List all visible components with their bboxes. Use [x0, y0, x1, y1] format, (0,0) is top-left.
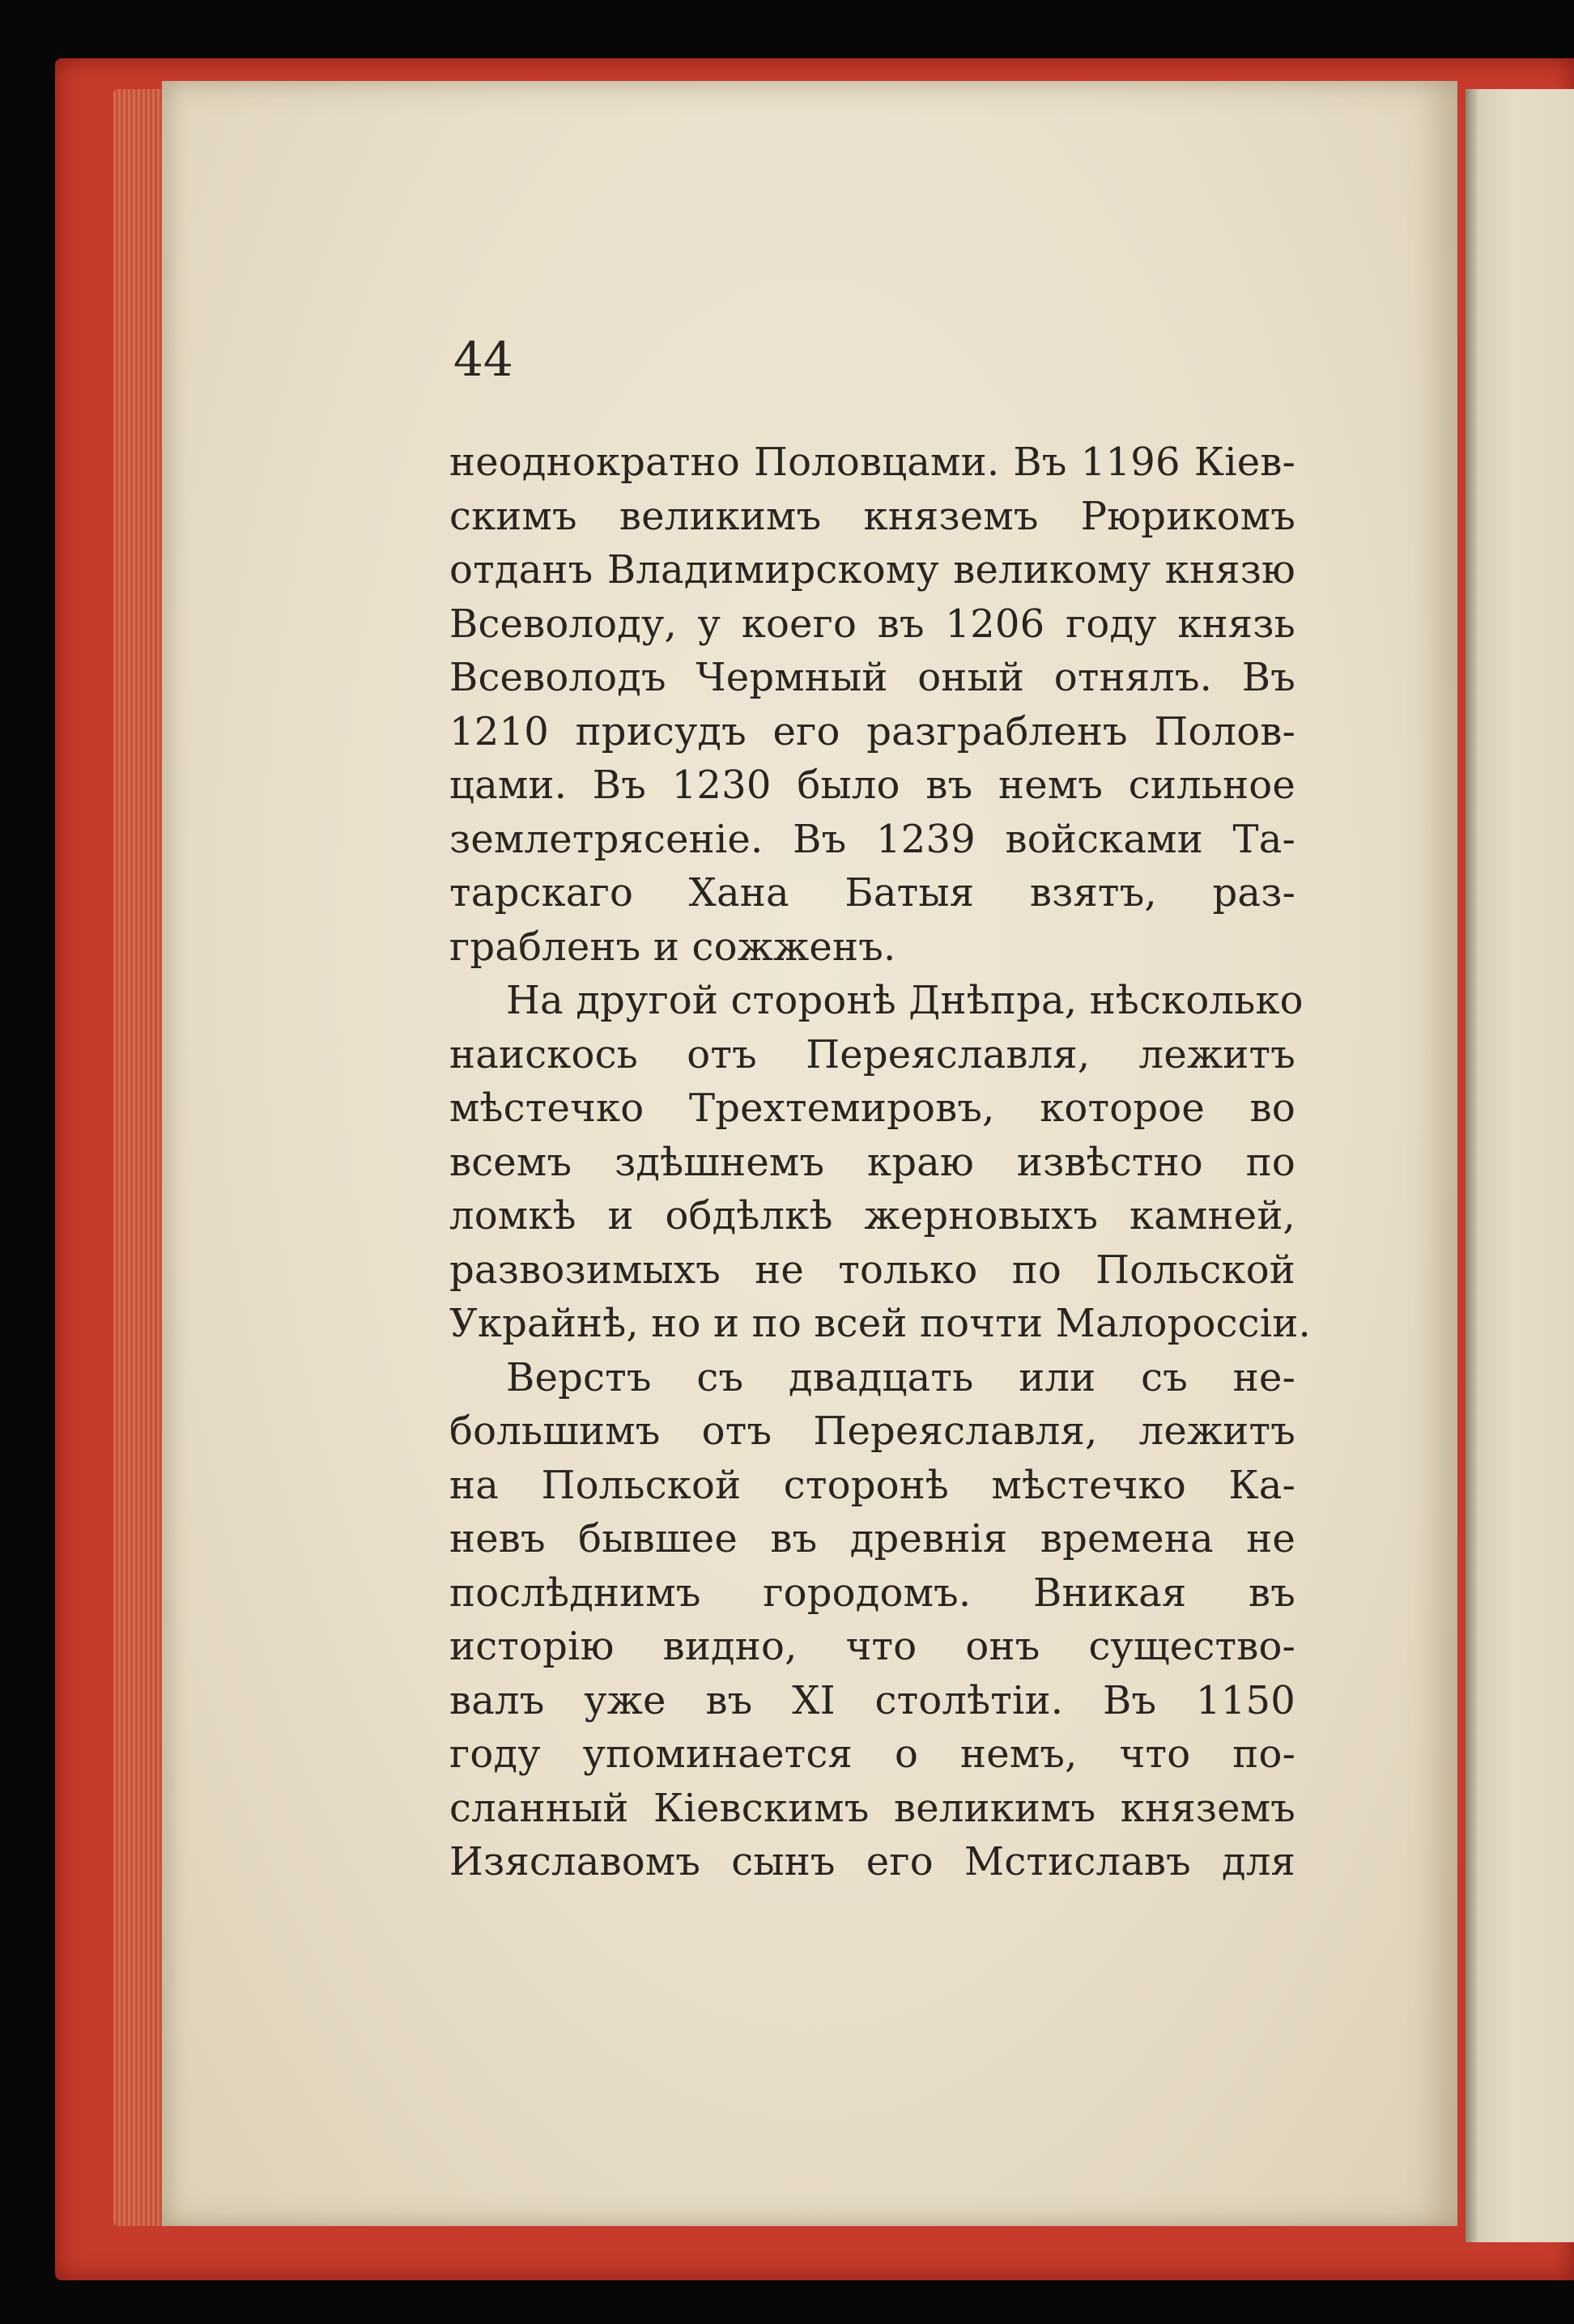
- text-line: Верстъ съ двадцать или съ не-: [506, 1354, 1295, 1400]
- text-line: году упоминается о немъ, что по-: [449, 1731, 1295, 1777]
- text-line: большимъ отъ Переяславля, лежитъ: [449, 1408, 1295, 1454]
- text-line: грабленъ и сожженъ.: [449, 924, 896, 970]
- text-line: На другой сторонѣ Днѣпра, нѣсколько: [506, 978, 1304, 1023]
- text-line: развозимыхъ не только по Польской: [449, 1247, 1295, 1293]
- text-line: 1210 присудъ его разграбленъ Полов-: [449, 708, 1295, 754]
- text-line: Изяславомъ сынъ его Мстиславъ для: [449, 1839, 1295, 1884]
- text-line: ломкѣ и обдѣлкѣ жерновыхъ камней,: [449, 1193, 1295, 1238]
- text-line: Всеволодъ Чермный оный отнялъ. Въ: [449, 655, 1295, 700]
- text-line: всемъ здѣшнемъ краю извѣстно по: [449, 1139, 1295, 1185]
- text-line: невъ бывшее въ древнія времена не: [449, 1516, 1295, 1561]
- text-line: землетрясеніе. Въ 1239 войсками Та-: [449, 816, 1295, 862]
- page-text: [449, 435, 1311, 1889]
- text-line: послѣднимъ городомъ. Вникая въ: [449, 1570, 1295, 1616]
- text-line: наискось отъ Переяславля, лежитъ: [449, 1031, 1295, 1077]
- page-number: 44: [453, 332, 513, 387]
- text-line: отданъ Владимирскому великому князю: [449, 547, 1295, 593]
- text-line: цами. Въ 1230 было въ немъ сильное: [449, 763, 1295, 808]
- text-line: Всеволоду, у коего въ 1206 году князь: [449, 601, 1295, 647]
- text-line: сланный Кіевскимъ великимъ княземъ: [449, 1785, 1295, 1831]
- facing-page: [1466, 89, 1574, 2242]
- text-line: неоднократно Половцами. Въ 1196 Кіев-: [449, 440, 1295, 485]
- text-line: тарскаго Хана Батыя взятъ, раз-: [449, 870, 1295, 916]
- text-line: исторію видно, что онъ существо-: [449, 1624, 1295, 1669]
- text-line: скимъ великимъ княземъ Рюрикомъ: [449, 493, 1295, 539]
- text-line: валъ уже въ XI столѣтіи. Въ 1150: [449, 1677, 1295, 1723]
- text-line: мѣстечко Трехтемировъ, которое во: [449, 1086, 1295, 1131]
- text-line: на Польской сторонѣ мѣстечко Ка-: [449, 1462, 1295, 1508]
- text-line: Украйнѣ, но и по всей почти Малороссіи.: [449, 1301, 1311, 1346]
